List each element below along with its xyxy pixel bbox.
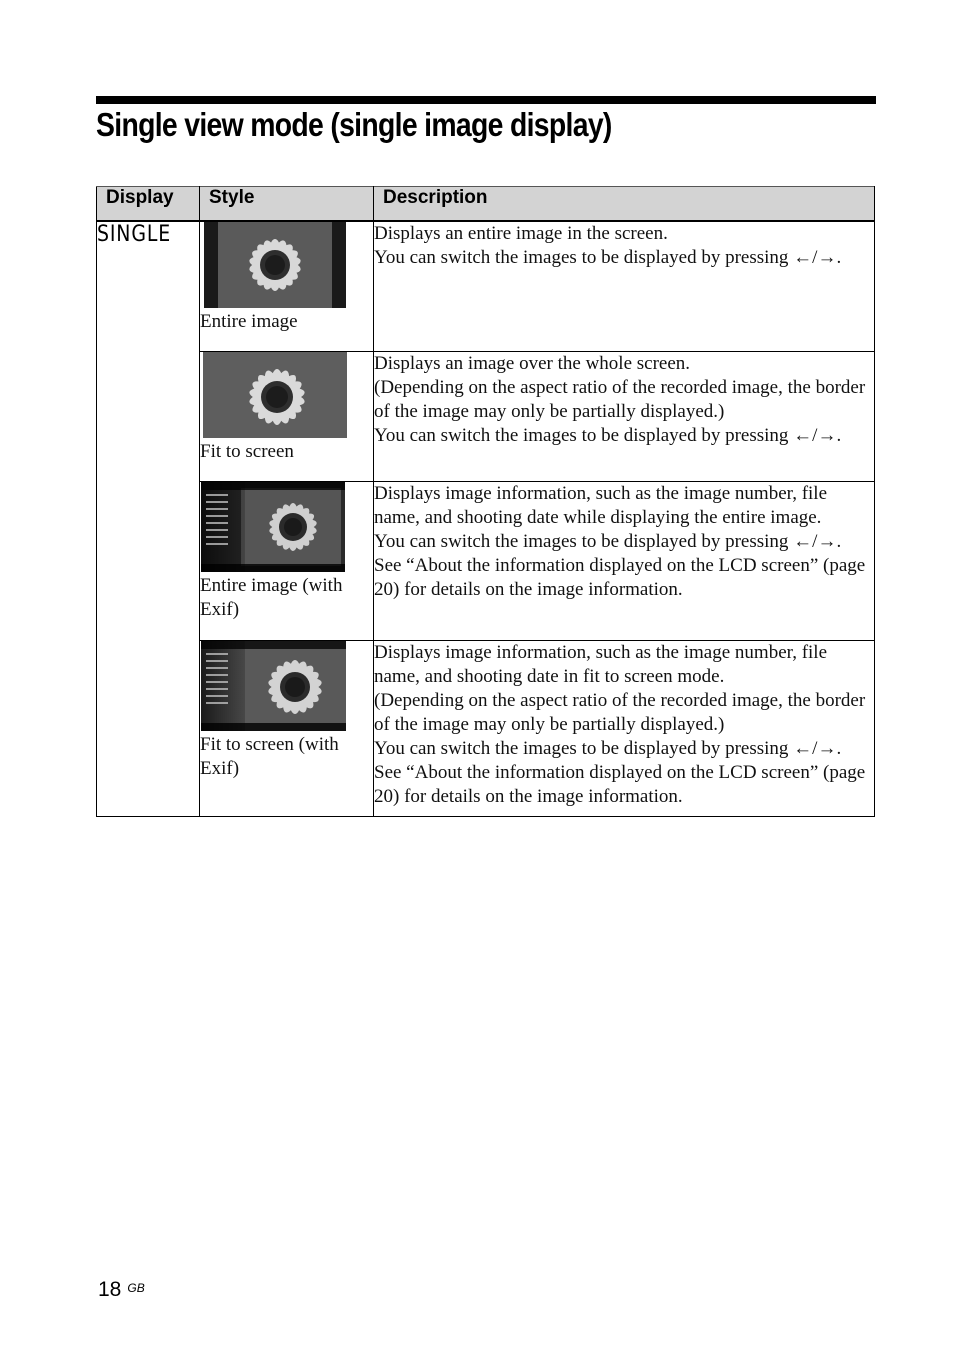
- description-text: (Depending on the aspect ratio of the recorded image, the border of the image may only be partially displayed.): [374, 376, 866, 422]
- style-label: Fit to screen (with Exif): [200, 733, 339, 779]
- description-text: You can switch the images to be displayed by pressing ←/→.: [374, 530, 842, 552]
- table-row: [97, 481, 875, 640]
- description-text: You can switch the images to be displayed by pressing ←/→.: [374, 424, 842, 446]
- style-cell: [200, 481, 374, 640]
- description-text: Displays an image over the whole screen.: [374, 352, 691, 374]
- single-display-label: SINGLE: [97, 222, 172, 247]
- header-display: Display: [97, 187, 200, 222]
- style-cell: [200, 640, 374, 816]
- description-cell: [374, 481, 875, 640]
- description-text: See “About the information displayed on the LCD screen” (page 20) for details on the image information.: [374, 554, 866, 600]
- sunflower-thumbnail-fit-exif: [201, 641, 346, 731]
- page-title: Single view mode (single image display): [96, 106, 612, 143]
- description-cell: [374, 221, 875, 351]
- sunflower-thumbnail-entire: [204, 222, 346, 308]
- sunflower-thumbnail-fit: [203, 352, 347, 438]
- table-row: [97, 351, 875, 481]
- exif-info-panel: [201, 641, 245, 731]
- exif-footer-bar: [201, 723, 346, 731]
- style-label: Entire image: [200, 311, 298, 332]
- page-locale: GB: [127, 1281, 145, 1295]
- header-style: Style: [200, 187, 374, 222]
- page-number: [98, 1278, 145, 1302]
- description-cell: [374, 640, 875, 816]
- description-text: See “About the information displayed on the LCD screen” (page 20) for details on the image information.: [374, 761, 866, 807]
- title-rule: [96, 96, 876, 104]
- table-row: [97, 640, 875, 816]
- description-cell: [374, 351, 875, 481]
- description-text: You can switch the images to be displayed by pressing ←/→.: [374, 737, 842, 759]
- table-header-row: [97, 187, 875, 222]
- exif-info-panel: [201, 482, 245, 572]
- style-label: Entire image (with Exif): [200, 574, 343, 620]
- display-cell: [97, 221, 200, 816]
- description-text: You can switch the images to be displayed by pressing ←/→.: [374, 247, 842, 268]
- description-text: (Depending on the aspect ratio of the recorded image, the border of the image may only be partially displayed.): [374, 689, 866, 735]
- sunflower-thumbnail-entire-exif: [201, 482, 345, 572]
- sunflower-image: [204, 222, 346, 308]
- description-text: Displays an entire image in the screen.: [374, 223, 668, 244]
- style-label: Fit to screen: [200, 440, 294, 462]
- page-number-value: 18: [98, 1278, 122, 1301]
- header-description: Description: [374, 187, 875, 222]
- description-text: Displays image information, such as the image number, file name, and shooting date in fit to screen mode.: [374, 641, 828, 687]
- description-text: Displays image information, such as the image number, file name, and shooting date while displaying the entire image.: [374, 482, 828, 528]
- exif-footer-bar: [201, 564, 345, 572]
- style-cell: [200, 351, 374, 481]
- display-mode-table: [96, 186, 875, 817]
- table-row: [97, 221, 875, 351]
- style-cell: [200, 221, 374, 351]
- sunflower-image: [203, 352, 347, 438]
